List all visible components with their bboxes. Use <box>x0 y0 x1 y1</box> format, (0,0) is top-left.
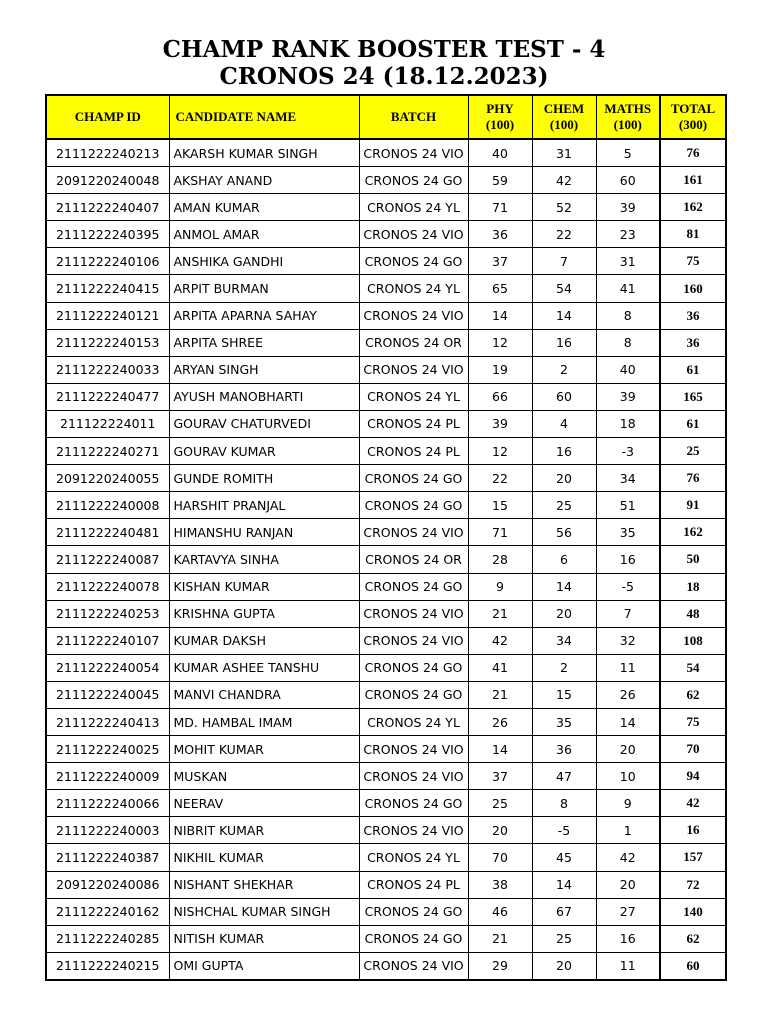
cell-total: 62 <box>660 681 726 708</box>
cell-chem: 35 <box>532 708 596 735</box>
cell-batch: CRONOS 24 VIO <box>359 817 468 844</box>
cell-total: 76 <box>660 139 726 167</box>
cell-candidate-name: ARPITA SHREE <box>169 329 359 356</box>
cell-batch: CRONOS 24 OR <box>359 546 468 573</box>
cell-total: 18 <box>660 573 726 600</box>
cell-champ-id: 2111222240285 <box>46 925 169 952</box>
table-row <box>46 194 726 221</box>
cell-total: 42 <box>660 790 726 817</box>
cell-candidate-name: ANMOL AMAR <box>169 221 359 248</box>
cell-total: 54 <box>660 654 726 681</box>
table-row <box>46 329 726 356</box>
cell-phy: 25 <box>468 790 532 817</box>
cell-candidate-name: MANVI CHANDRA <box>169 681 359 708</box>
cell-total: 61 <box>660 410 726 437</box>
cell-maths: 27 <box>596 898 660 925</box>
cell-candidate-name: GOURAV CHATURVEDI <box>169 410 359 437</box>
cell-batch: CRONOS 24 PL <box>359 410 468 437</box>
cell-champ-id: 2111222240407 <box>46 194 169 221</box>
cell-phy: 65 <box>468 275 532 302</box>
cell-phy: 41 <box>468 654 532 681</box>
cell-maths: 51 <box>596 492 660 519</box>
cell-total: 48 <box>660 600 726 627</box>
cell-phy: 21 <box>468 600 532 627</box>
cell-total: 140 <box>660 898 726 925</box>
cell-champ-id: 2111222240066 <box>46 790 169 817</box>
cell-batch: CRONOS 24 GO <box>359 681 468 708</box>
cell-batch: CRONOS 24 GO <box>359 465 468 492</box>
cell-total: 81 <box>660 221 726 248</box>
table-row <box>46 871 726 898</box>
cell-chem: 14 <box>532 573 596 600</box>
cell-total: 61 <box>660 356 726 383</box>
cell-phy: 36 <box>468 221 532 248</box>
cell-candidate-name: NIKHIL KUMAR <box>169 844 359 871</box>
cell-maths: 11 <box>596 654 660 681</box>
total-max: (300) <box>678 117 708 132</box>
cell-candidate-name: HARSHIT PRANJAL <box>169 492 359 519</box>
cell-total: 162 <box>660 194 726 221</box>
cell-phy: 37 <box>468 248 532 275</box>
table-row <box>46 654 726 681</box>
column-header-total <box>660 95 726 139</box>
cell-batch: CRONOS 24 VIO <box>359 221 468 248</box>
cell-candidate-name: MD. HAMBAL IMAM <box>169 708 359 735</box>
cell-chem: 36 <box>532 736 596 763</box>
cell-candidate-name: NIBRIT KUMAR <box>169 817 359 844</box>
cell-maths: 16 <box>596 925 660 952</box>
cell-batch: CRONOS 24 OR <box>359 329 468 356</box>
column-header-phy <box>468 95 532 139</box>
cell-champ-id: 2111222240162 <box>46 898 169 925</box>
table-row <box>46 898 726 925</box>
cell-batch: CRONOS 24 YL <box>359 275 468 302</box>
cell-phy: 66 <box>468 383 532 410</box>
cell-candidate-name: NISHANT SHEKHAR <box>169 871 359 898</box>
cell-candidate-name: GOURAV KUMAR <box>169 438 359 465</box>
cell-champ-id: 2111222240121 <box>46 302 169 329</box>
cell-total: 50 <box>660 546 726 573</box>
cell-champ-id: 2111222240215 <box>46 952 169 980</box>
cell-maths: 39 <box>596 194 660 221</box>
cell-candidate-name: ARPIT BURMAN <box>169 275 359 302</box>
column-header-chem <box>532 95 596 139</box>
cell-phy: 29 <box>468 952 532 980</box>
cell-champ-id: 2091220240086 <box>46 871 169 898</box>
cell-batch: CRONOS 24 GO <box>359 492 468 519</box>
table-row <box>46 139 726 167</box>
cell-candidate-name: ARPITA APARNA SAHAY <box>169 302 359 329</box>
table-row <box>46 546 726 573</box>
cell-phy: 70 <box>468 844 532 871</box>
cell-candidate-name: KARTAVYA SINHA <box>169 546 359 573</box>
cell-candidate-name: AKARSH KUMAR SINGH <box>169 139 359 167</box>
cell-batch: CRONOS 24 YL <box>359 844 468 871</box>
cell-candidate-name: NITISH KUMAR <box>169 925 359 952</box>
cell-total: 160 <box>660 275 726 302</box>
table-row <box>46 221 726 248</box>
cell-total: 76 <box>660 465 726 492</box>
cell-maths: 7 <box>596 600 660 627</box>
cell-chem: 20 <box>532 952 596 980</box>
table-row <box>46 410 726 437</box>
cell-maths: 18 <box>596 410 660 437</box>
cell-total: 161 <box>660 167 726 194</box>
cell-candidate-name: KUMAR ASHEE TANSHU <box>169 654 359 681</box>
table-row <box>46 465 726 492</box>
column-header-candidate-name: CANDIDATE NAME <box>169 95 359 139</box>
cell-champ-id: 2111222240481 <box>46 519 169 546</box>
cell-candidate-name: NISHCHAL KUMAR SINGH <box>169 898 359 925</box>
cell-maths: 14 <box>596 708 660 735</box>
cell-batch: CRONOS 24 YL <box>359 383 468 410</box>
cell-maths: 42 <box>596 844 660 871</box>
cell-chem: 2 <box>532 654 596 681</box>
table-row <box>46 248 726 275</box>
cell-phy: 19 <box>468 356 532 383</box>
cell-maths: 40 <box>596 356 660 383</box>
table-row <box>46 167 726 194</box>
table-row <box>46 952 726 980</box>
chem-max: (100) <box>549 117 579 132</box>
cell-chem: 7 <box>532 248 596 275</box>
cell-phy: 14 <box>468 736 532 763</box>
cell-chem: 60 <box>532 383 596 410</box>
cell-candidate-name: AMAN KUMAR <box>169 194 359 221</box>
cell-batch: CRONOS 24 GO <box>359 167 468 194</box>
cell-chem: 6 <box>532 546 596 573</box>
cell-chem: 42 <box>532 167 596 194</box>
cell-total: 162 <box>660 519 726 546</box>
cell-maths: 20 <box>596 871 660 898</box>
cell-champ-id: 2111222240107 <box>46 627 169 654</box>
cell-total: 16 <box>660 817 726 844</box>
cell-chem: 8 <box>532 790 596 817</box>
cell-champ-id: 2111222240253 <box>46 600 169 627</box>
cell-champ-id: 2111222240078 <box>46 573 169 600</box>
cell-chem: 2 <box>532 356 596 383</box>
cell-phy: 39 <box>468 410 532 437</box>
cell-champ-id: 2111222240415 <box>46 275 169 302</box>
cell-maths: 16 <box>596 546 660 573</box>
cell-batch: CRONOS 24 VIO <box>359 952 468 980</box>
cell-champ-id: 211122224011 <box>46 410 169 437</box>
cell-chem: 20 <box>532 600 596 627</box>
cell-batch: CRONOS 24 PL <box>359 438 468 465</box>
table-row <box>46 763 726 790</box>
cell-chem: 16 <box>532 438 596 465</box>
cell-phy: 15 <box>468 492 532 519</box>
cell-maths: 1 <box>596 817 660 844</box>
page-title: CHAMP RANK BOOSTER TEST - 4 <box>162 36 606 63</box>
cell-chem: 14 <box>532 871 596 898</box>
cell-champ-id: 2111222240087 <box>46 546 169 573</box>
cell-chem: 20 <box>532 465 596 492</box>
table-row <box>46 356 726 383</box>
cell-champ-id: 2111222240387 <box>46 844 169 871</box>
cell-batch: CRONOS 24 VIO <box>359 627 468 654</box>
cell-batch: CRONOS 24 VIO <box>359 302 468 329</box>
cell-chem: 56 <box>532 519 596 546</box>
table-row <box>46 844 726 871</box>
cell-total: 25 <box>660 438 726 465</box>
cell-champ-id: 2111222240413 <box>46 708 169 735</box>
cell-candidate-name: HIMANSHU RANJAN <box>169 519 359 546</box>
table-row <box>46 492 726 519</box>
cell-batch: CRONOS 24 VIO <box>359 600 468 627</box>
cell-total: 157 <box>660 844 726 871</box>
cell-champ-id: 2111222240153 <box>46 329 169 356</box>
cell-phy: 71 <box>468 519 532 546</box>
cell-champ-id: 2111222240477 <box>46 383 169 410</box>
cell-champ-id: 2091220240055 <box>46 465 169 492</box>
cell-maths: 23 <box>596 221 660 248</box>
cell-candidate-name: ANSHIKA GANDHI <box>169 248 359 275</box>
cell-phy: 9 <box>468 573 532 600</box>
cell-phy: 42 <box>468 627 532 654</box>
cell-batch: CRONOS 24 VIO <box>359 763 468 790</box>
column-header-champ-id: CHAMP ID <box>46 95 169 139</box>
cell-phy: 26 <box>468 708 532 735</box>
cell-chem: 45 <box>532 844 596 871</box>
cell-total: 94 <box>660 763 726 790</box>
table-row <box>46 383 726 410</box>
cell-total: 72 <box>660 871 726 898</box>
cell-total: 62 <box>660 925 726 952</box>
cell-candidate-name: NEERAV <box>169 790 359 817</box>
cell-total: 91 <box>660 492 726 519</box>
cell-maths: 9 <box>596 790 660 817</box>
cell-candidate-name: MUSKAN <box>169 763 359 790</box>
cell-chem: 4 <box>532 410 596 437</box>
table-row <box>46 790 726 817</box>
cell-phy: 59 <box>468 167 532 194</box>
column-header-batch: BATCH <box>359 95 468 139</box>
cell-batch: CRONOS 24 GO <box>359 573 468 600</box>
cell-maths: 8 <box>596 329 660 356</box>
table-row <box>46 627 726 654</box>
cell-champ-id: 2111222240033 <box>46 356 169 383</box>
cell-candidate-name: AKSHAY ANAND <box>169 167 359 194</box>
cell-candidate-name: OMI GUPTA <box>169 952 359 980</box>
cell-phy: 38 <box>468 871 532 898</box>
cell-phy: 22 <box>468 465 532 492</box>
table-body <box>46 139 726 980</box>
table-row <box>46 925 726 952</box>
cell-total: 108 <box>660 627 726 654</box>
cell-chem: 47 <box>532 763 596 790</box>
cell-chem: 31 <box>532 139 596 167</box>
cell-champ-id: 2111222240003 <box>46 817 169 844</box>
table-row <box>46 438 726 465</box>
cell-champ-id: 2111222240008 <box>46 492 169 519</box>
table-row <box>46 600 726 627</box>
cell-batch: CRONOS 24 GO <box>359 654 468 681</box>
cell-maths: 35 <box>596 519 660 546</box>
cell-maths: 26 <box>596 681 660 708</box>
cell-champ-id: 2091220240048 <box>46 167 169 194</box>
cell-total: 60 <box>660 952 726 980</box>
cell-phy: 12 <box>468 329 532 356</box>
cell-total: 75 <box>660 708 726 735</box>
table-row <box>46 708 726 735</box>
table-row <box>46 573 726 600</box>
table-row <box>46 519 726 546</box>
cell-chem: 54 <box>532 275 596 302</box>
cell-phy: 46 <box>468 898 532 925</box>
cell-batch: CRONOS 24 VIO <box>359 519 468 546</box>
cell-maths: 20 <box>596 736 660 763</box>
cell-candidate-name: AYUSH MANOBHARTI <box>169 383 359 410</box>
cell-champ-id: 2111222240045 <box>46 681 169 708</box>
table-row <box>46 736 726 763</box>
cell-phy: 40 <box>468 139 532 167</box>
cell-maths: 8 <box>596 302 660 329</box>
cell-chem: 34 <box>532 627 596 654</box>
cell-chem: -5 <box>532 817 596 844</box>
cell-candidate-name: KUMAR DAKSH <box>169 627 359 654</box>
cell-batch: CRONOS 24 GO <box>359 790 468 817</box>
cell-champ-id: 2111222240213 <box>46 139 169 167</box>
cell-candidate-name: KISHAN KUMAR <box>169 573 359 600</box>
cell-batch: CRONOS 24 VIO <box>359 356 468 383</box>
cell-total: 36 <box>660 302 726 329</box>
page-subtitle: CRONOS 24 (18.12.2023) <box>219 63 549 90</box>
table-header-row <box>46 95 726 139</box>
table-row <box>46 302 726 329</box>
cell-candidate-name: GUNDE ROMITH <box>169 465 359 492</box>
cell-phy: 37 <box>468 763 532 790</box>
cell-maths: -3 <box>596 438 660 465</box>
cell-maths: 60 <box>596 167 660 194</box>
maths-label: MATHS <box>604 101 652 116</box>
total-label: TOTAL <box>670 101 716 116</box>
cell-total: 70 <box>660 736 726 763</box>
cell-champ-id: 2111222240395 <box>46 221 169 248</box>
cell-champ-id: 2111222240054 <box>46 654 169 681</box>
cell-chem: 52 <box>532 194 596 221</box>
cell-batch: CRONOS 24 VIO <box>359 736 468 763</box>
cell-total: 75 <box>660 248 726 275</box>
cell-maths: 32 <box>596 627 660 654</box>
results-table <box>45 94 727 981</box>
cell-maths: 10 <box>596 763 660 790</box>
table-row <box>46 681 726 708</box>
cell-batch: CRONOS 24 PL <box>359 871 468 898</box>
column-header-maths <box>596 95 660 139</box>
cell-maths: 34 <box>596 465 660 492</box>
cell-maths: 5 <box>596 139 660 167</box>
cell-phy: 21 <box>468 681 532 708</box>
table-row <box>46 817 726 844</box>
cell-maths: 39 <box>596 383 660 410</box>
cell-batch: CRONOS 24 VIO <box>359 139 468 167</box>
cell-batch: CRONOS 24 GO <box>359 248 468 275</box>
cell-total: 165 <box>660 383 726 410</box>
cell-maths: -5 <box>596 573 660 600</box>
cell-batch: CRONOS 24 GO <box>359 925 468 952</box>
cell-batch: CRONOS 24 YL <box>359 194 468 221</box>
phy-max: (100) <box>485 117 515 132</box>
cell-chem: 16 <box>532 329 596 356</box>
cell-candidate-name: MOHIT KUMAR <box>169 736 359 763</box>
table-row <box>46 275 726 302</box>
cell-champ-id: 2111222240025 <box>46 736 169 763</box>
maths-max: (100) <box>613 117 642 132</box>
cell-total: 36 <box>660 329 726 356</box>
cell-phy: 12 <box>468 438 532 465</box>
chem-label: CHEM <box>543 101 585 116</box>
cell-champ-id: 2111222240271 <box>46 438 169 465</box>
cell-chem: 67 <box>532 898 596 925</box>
cell-phy: 21 <box>468 925 532 952</box>
cell-maths: 41 <box>596 275 660 302</box>
cell-phy: 28 <box>468 546 532 573</box>
cell-phy: 71 <box>468 194 532 221</box>
cell-chem: 25 <box>532 492 596 519</box>
cell-candidate-name: ARYAN SINGH <box>169 356 359 383</box>
cell-chem: 22 <box>532 221 596 248</box>
cell-maths: 31 <box>596 248 660 275</box>
cell-champ-id: 2111222240106 <box>46 248 169 275</box>
cell-chem: 15 <box>532 681 596 708</box>
cell-batch: CRONOS 24 YL <box>359 708 468 735</box>
cell-champ-id: 2111222240009 <box>46 763 169 790</box>
cell-candidate-name: KRISHNA GUPTA <box>169 600 359 627</box>
cell-maths: 11 <box>596 952 660 980</box>
cell-phy: 14 <box>468 302 532 329</box>
phy-label: PHY <box>486 101 514 116</box>
cell-chem: 14 <box>532 302 596 329</box>
cell-batch: CRONOS 24 GO <box>359 898 468 925</box>
cell-phy: 20 <box>468 817 532 844</box>
cell-chem: 25 <box>532 925 596 952</box>
